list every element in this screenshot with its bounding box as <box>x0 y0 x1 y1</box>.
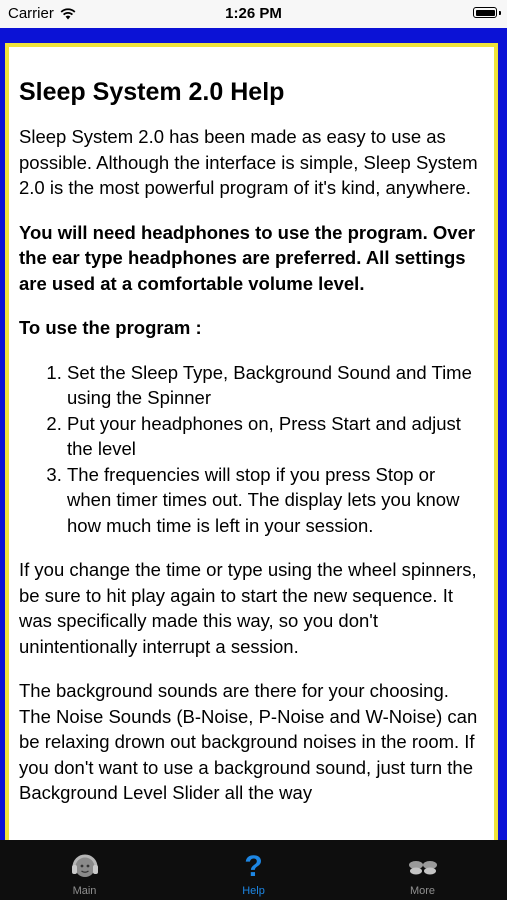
more-icon <box>407 852 439 882</box>
step-item: 2. Put your headphones on, Press Start and adjust the level <box>67 411 484 462</box>
question-icon: ? <box>244 850 263 883</box>
intro-paragraph: Sleep System 2.0 has been made as easy to use as possible. Although the interface is simple, Sleep System 2.0 is the most powerful program of it's kind, anywhere. <box>19 126 478 198</box>
step-item: 3. The frequencies will stop if you press Stop or when timer times out. The display lets you know how much time is left in your session. <box>67 462 484 539</box>
head-icon <box>70 852 100 882</box>
help-title: Sleep System 2.0 Help <box>19 78 285 106</box>
use-heading: To use the program : <box>19 317 202 338</box>
help-frame <box>0 28 507 840</box>
carrier-label: Carrier <box>8 5 54 22</box>
step-item: 1. Set the Sleep Type, Background Sound and Time using the Spinner <box>67 360 484 411</box>
battery-icon <box>473 7 497 18</box>
background-note: The background sounds are there for your choosing. The Noise Sounds (B-Noise, P-Noise and W-Noise) can be relaxing drown out background noises in the room. If you don't want to use a background sound, just turn the Background Level Slider all the way <box>19 680 478 803</box>
help-content <box>9 47 494 806</box>
tab-help[interactable] <box>169 840 338 900</box>
spinner-note: If you change the time or type using the wheel spinners, be sure to hit play again to start the new sequence. It was specifically made this way, so you don't unintentionally interrupt a session. <box>19 559 477 657</box>
status-time: 1:26 PM <box>225 5 282 22</box>
tab-more[interactable] <box>338 840 507 900</box>
tab-main-label: Main <box>72 885 97 897</box>
help-panel[interactable] <box>5 43 498 840</box>
tab-help-label: Help <box>242 885 265 897</box>
tab-main[interactable] <box>0 840 169 900</box>
headphones-note: You will need headphones to use the program. Over the ear type headphones are preferred. All settings are used at a comfortable volume level. <box>19 221 476 294</box>
tab-bar <box>0 840 507 900</box>
tab-more-label: More <box>409 885 436 897</box>
steps-list <box>19 360 484 539</box>
status-bar <box>0 0 507 28</box>
